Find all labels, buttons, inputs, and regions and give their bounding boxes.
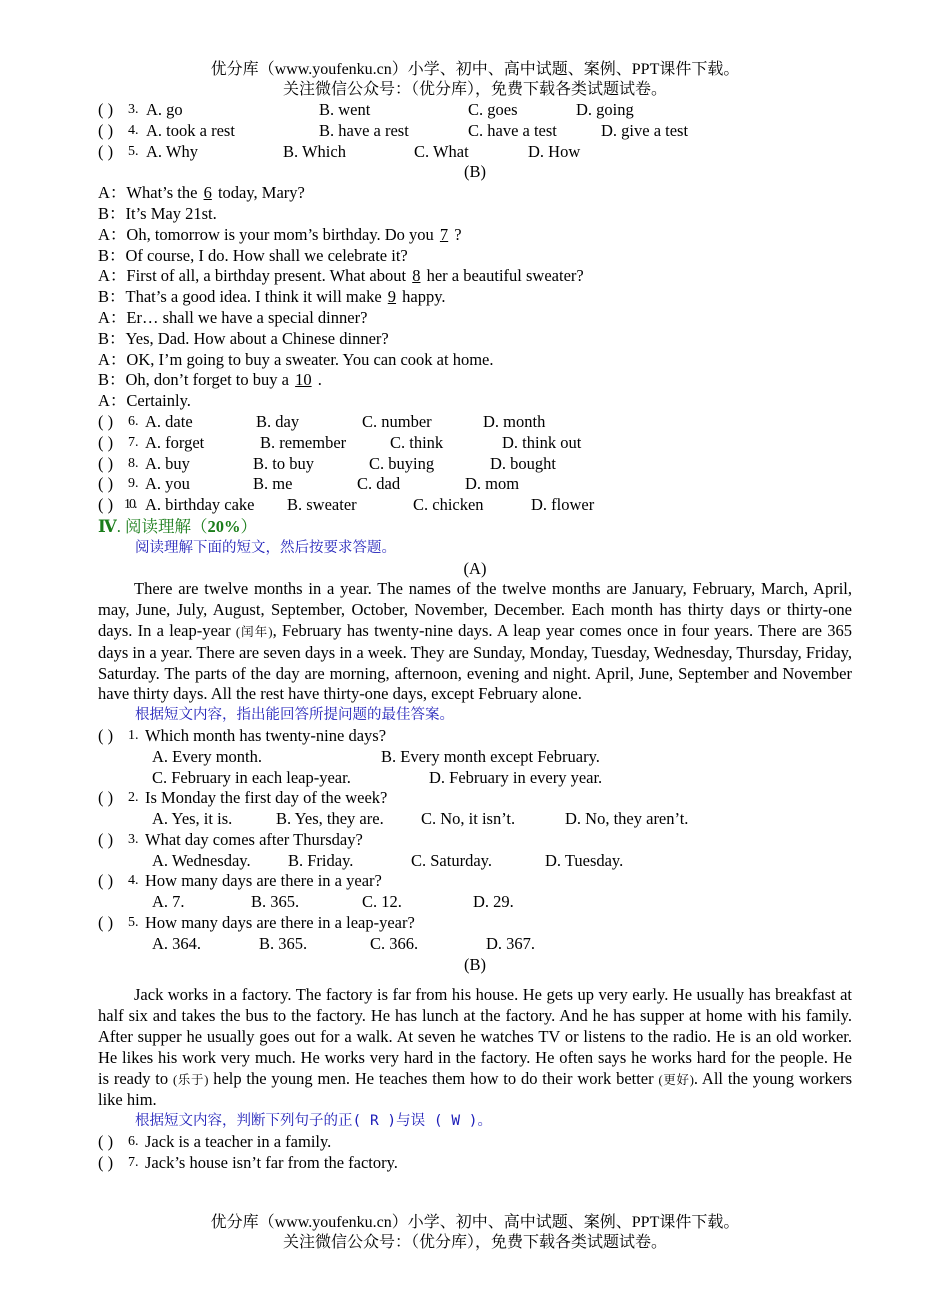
options-row bbox=[98, 934, 852, 955]
options-row bbox=[98, 747, 852, 768]
answer-paren[interactable]: ( ) bbox=[98, 100, 114, 119]
answer-paren[interactable]: ( ) bbox=[98, 474, 114, 494]
question-row bbox=[98, 913, 852, 934]
option-c: C. number bbox=[362, 411, 432, 431]
option-c: C. chicken bbox=[413, 495, 484, 515]
option-a: A. date bbox=[145, 411, 193, 431]
dialog-line: A：OK, I’m going to buy a sweater. You can cook at home. bbox=[98, 349, 494, 369]
question-number: 5. bbox=[128, 143, 139, 159]
question-row bbox=[98, 100, 852, 121]
option-b: B. day bbox=[256, 411, 300, 431]
blank-8: 8 bbox=[412, 266, 421, 286]
option-a: A. 7. bbox=[152, 892, 185, 912]
question-text: Is Monday the first day of the week? bbox=[145, 788, 388, 808]
option-c: C. No, it isn’t. bbox=[421, 809, 516, 829]
question-row bbox=[98, 142, 852, 163]
option-d: D. flower bbox=[531, 495, 595, 515]
section-4-instruction: 阅读理解下面的短文，然后按要求答题。 bbox=[135, 539, 396, 556]
option-b: B. Which bbox=[283, 141, 346, 161]
answer-paren[interactable]: ( ) bbox=[98, 871, 114, 891]
passage-a: There are twelve months in a year. The names of the twelve months are January, February, March, April, may, June, July, August, September, October, November, December. Each month has thirty days or thirty-one days. In a leap-year (闰年), February has twenty-nine days. A leap year comes once in four years. There are 365 days in a year. There are seven days in a week. They are Sunday, Monday, Tuesday, Wednesday, Thursday, Friday, Saturday. The parts of the day are morning, afternoon, evening and night. April, June, September and November have thirty days. All the rest have thirty-one days, except February alone. bbox=[98, 579, 852, 704]
answer-paren[interactable]: ( ) bbox=[98, 1132, 114, 1152]
option-d: D. give a test bbox=[601, 120, 689, 140]
option-c: C. What bbox=[414, 141, 469, 161]
dialog-line: A：Certainly. bbox=[98, 391, 191, 411]
option-b: B. Every month except February. bbox=[381, 746, 600, 766]
reading-b-questions bbox=[98, 1132, 852, 1174]
option-a: A. Yes, it is. bbox=[152, 809, 233, 829]
question-text: How many days are there in a year? bbox=[145, 871, 382, 891]
option-a: A. 364. bbox=[152, 933, 202, 953]
option-d: D. month bbox=[483, 411, 546, 431]
question-row bbox=[98, 788, 852, 809]
question-number: 1. bbox=[128, 727, 139, 743]
dialog-line: B：Of course, I do. How shall we celebrate it? bbox=[98, 245, 408, 265]
page-header bbox=[98, 60, 852, 100]
option-a: A. took a rest bbox=[146, 120, 235, 140]
dialog-line: B：It’s May 21st. bbox=[98, 203, 217, 223]
footer-line-2: 关注微信公众号：（优分库），免费下载各类试题试卷。 bbox=[282, 1234, 667, 1251]
blank-7: 7 bbox=[439, 224, 449, 244]
passage-b: Jack works in a factory. The factory is far from his house. He gets up very early. He usually has breakfast at half six and takes the bus to the factory. He has lunch at the factory. And he has supper at home with his family. After supper he usually goes out for a walk. At seven he watches TV or listens to the radio. He is an old worker. He likes his work very much. He works very hard in the factory. He often says he works hard for the people. He is ready to (乐于) help the young men. He teaches them how to do their work better (更好). All the young workers like him. bbox=[98, 985, 853, 1110]
answer-paren[interactable]: ( ) bbox=[98, 725, 114, 745]
dialog-line: A：Er… shall we have a special dinner? bbox=[98, 307, 368, 327]
question-text: Jack is a teacher in a family. bbox=[145, 1132, 332, 1152]
options-row bbox=[98, 851, 852, 872]
option-b: B. Friday. bbox=[288, 850, 354, 870]
answer-paren[interactable]: ( ) bbox=[98, 141, 114, 161]
passage-b-label: (B) bbox=[464, 954, 486, 974]
question-row bbox=[98, 474, 852, 495]
dialog-line: B：That’s a good idea. I think it will make 9 happy. bbox=[98, 287, 446, 307]
option-c: C. think bbox=[390, 432, 444, 452]
option-d: D. mom bbox=[465, 474, 520, 494]
option-b: B. Yes, they are. bbox=[276, 809, 384, 829]
question-row bbox=[98, 1153, 852, 1174]
option-b: B. me bbox=[253, 474, 293, 494]
option-d: D. think out bbox=[502, 432, 582, 452]
question-number: 6. bbox=[128, 413, 139, 429]
cloze-a-questions bbox=[98, 100, 852, 162]
answer-paren[interactable]: ( ) bbox=[98, 829, 114, 849]
passage-a-label: (A) bbox=[463, 558, 487, 578]
question-number: 4. bbox=[128, 873, 139, 889]
question-row bbox=[98, 454, 852, 475]
question-number: 8. bbox=[128, 455, 139, 471]
option-b: B. 365. bbox=[251, 892, 300, 912]
dialog-line: A：Oh, tomorrow is your mom’s birthday. Do you 7 ? bbox=[98, 224, 462, 244]
option-a: A. Why bbox=[146, 141, 198, 161]
question-row bbox=[98, 871, 852, 892]
question-text: How many days are there in a leap-year? bbox=[145, 913, 415, 933]
option-d: D. 367. bbox=[486, 933, 536, 953]
option-b: B. to buy bbox=[253, 453, 314, 473]
option-c: C. February in each leap-year. bbox=[152, 767, 351, 787]
exam-page bbox=[98, 60, 852, 1174]
question-number: 9. bbox=[128, 476, 139, 492]
header-line-2: 关注微信公众号：（优分库），免费下载各类试题试卷。 bbox=[282, 81, 667, 98]
reading-a-questions bbox=[98, 726, 852, 955]
question-row bbox=[98, 726, 852, 747]
question-text: Which month has twenty-nine days? bbox=[145, 725, 387, 745]
option-b: B. 365. bbox=[259, 933, 308, 953]
options-row bbox=[98, 892, 852, 913]
dialog-line: B：Oh, don’t forget to buy a 10 . bbox=[98, 370, 322, 390]
question-number: 6. bbox=[128, 1134, 139, 1150]
answer-paren[interactable]: ( ) bbox=[98, 411, 114, 431]
passage-b-instruction: 根据短文内容，判断下列句子的正( R )与误 ( W )。 bbox=[135, 1113, 493, 1130]
option-d: D. 29. bbox=[473, 892, 514, 912]
footer-line-1: 优分库（www.youfenku.cn）小学、初中、高中试题、案例、PPT课件下载。 bbox=[210, 1214, 740, 1231]
dialog-line: A：First of all, a birthday present. What about 8 her a beautiful sweater? bbox=[98, 266, 584, 286]
option-d: D. How bbox=[528, 141, 581, 161]
option-b: B. sweater bbox=[287, 495, 357, 515]
dialog-line: B：Yes, Dad. How about a Chinese dinner? bbox=[98, 328, 389, 348]
answer-paren[interactable]: ( ) bbox=[98, 453, 114, 473]
answer-paren[interactable]: ( ) bbox=[98, 913, 114, 933]
dialog-line: A：What’s the 6 today, Mary? bbox=[98, 183, 305, 203]
option-a: A. buy bbox=[145, 453, 190, 473]
answer-paren[interactable]: ( ) bbox=[98, 495, 114, 515]
cloze-b-questions bbox=[98, 412, 852, 516]
option-a: A. Every month. bbox=[152, 746, 262, 766]
answer-paren[interactable]: ( ) bbox=[98, 788, 114, 808]
option-c: C. goes bbox=[468, 100, 518, 119]
option-c: C. dad bbox=[357, 474, 401, 494]
question-text: What day comes after Thursday? bbox=[145, 829, 363, 849]
question-text: Jack’s house isn’t far from the factory. bbox=[145, 1152, 398, 1172]
question-number: 3. bbox=[128, 102, 139, 117]
option-a: A. birthday cake bbox=[145, 495, 255, 515]
option-c: C. buying bbox=[369, 453, 435, 473]
blank-6: 6 bbox=[203, 183, 212, 203]
option-c: C. Saturday. bbox=[411, 850, 492, 870]
question-number: 3. bbox=[128, 831, 139, 847]
answer-paren[interactable]: ( ) bbox=[98, 1152, 114, 1172]
answer-paren[interactable]: ( ) bbox=[98, 120, 114, 140]
answer-paren[interactable]: ( ) bbox=[98, 432, 114, 452]
question-number: 4. bbox=[128, 122, 139, 138]
question-number: 5. bbox=[128, 915, 139, 931]
option-a: A. you bbox=[145, 474, 190, 494]
option-d: D. Tuesday. bbox=[545, 850, 624, 870]
option-a: A. Wednesday. bbox=[152, 850, 251, 870]
option-b: B. went bbox=[319, 100, 371, 119]
option-d: D. going bbox=[576, 100, 634, 119]
options-row bbox=[98, 768, 852, 789]
option-b: B. remember bbox=[260, 432, 347, 452]
option-c: C. 12. bbox=[362, 892, 402, 912]
question-row bbox=[98, 1132, 852, 1153]
option-c: C. 366. bbox=[370, 933, 419, 953]
section-4-heading: Ⅳ. 阅读理解（20%） bbox=[98, 516, 257, 536]
page-footer bbox=[98, 1213, 852, 1253]
question-row bbox=[98, 412, 852, 433]
option-c: C. have a test bbox=[468, 120, 557, 140]
option-d: D. February in every year. bbox=[429, 767, 603, 787]
option-a: A. go bbox=[146, 100, 183, 119]
question-row bbox=[98, 433, 852, 454]
question-number: 10. bbox=[124, 497, 136, 513]
options-row bbox=[98, 809, 852, 830]
option-a: A. forget bbox=[145, 432, 205, 452]
question-row bbox=[98, 830, 852, 851]
blank-9: 9 bbox=[387, 287, 397, 307]
option-d: D. bought bbox=[490, 453, 556, 473]
section-label-b: (B) bbox=[464, 162, 486, 182]
blank-10: 10 bbox=[295, 370, 312, 390]
question-row bbox=[98, 121, 852, 142]
question-number: 7. bbox=[128, 434, 139, 450]
question-number: 2. bbox=[128, 790, 139, 806]
option-b: B. have a rest bbox=[319, 120, 409, 140]
option-d: D. No, they aren’t. bbox=[565, 809, 689, 829]
question-number: 7. bbox=[128, 1154, 139, 1170]
header-line-1: 优分库（www.youfenku.cn）小学、初中、高中试题、案例、PPT课件下载。 bbox=[210, 61, 740, 78]
dialog-b bbox=[98, 183, 852, 412]
question-row bbox=[98, 495, 852, 516]
passage-a-instruction: 根据短文内容，指出能回答所提问题的最佳答案。 bbox=[135, 707, 454, 724]
